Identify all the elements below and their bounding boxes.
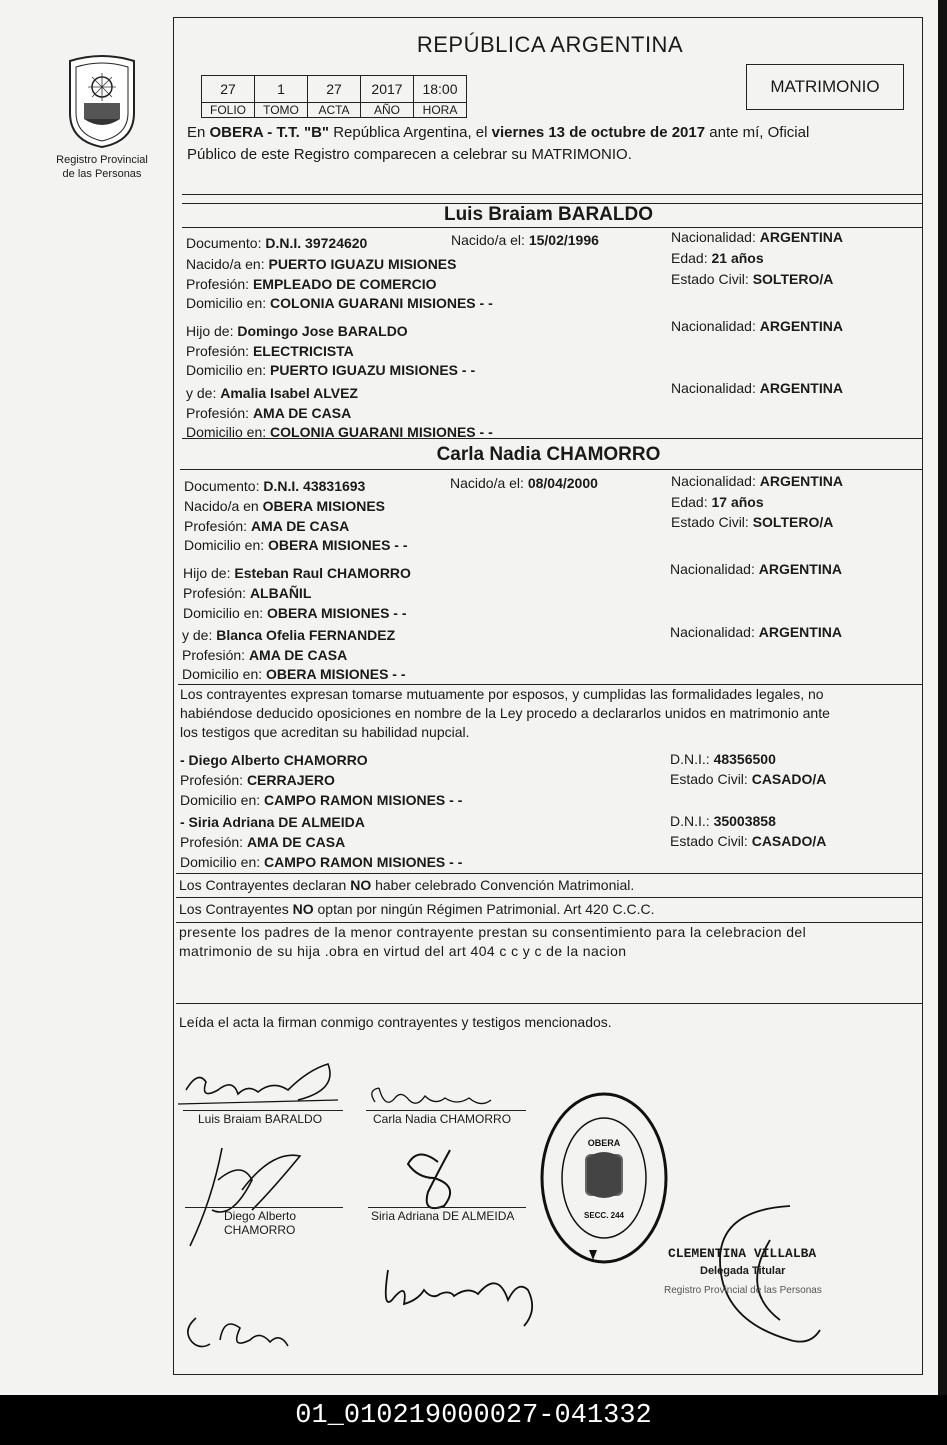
label: Profesión: — [180, 772, 247, 788]
declaration-line-3: los testigos que acreditan su habilidad nupcial. — [180, 724, 470, 740]
divider — [178, 684, 923, 685]
bride-age-value: 17 años — [711, 494, 764, 510]
label: Profesión: — [180, 834, 247, 850]
label: Estado Civil: — [670, 833, 752, 849]
label: D.N.I.: — [670, 751, 714, 767]
closing-text: Leída el acta la firman conmigo contrayentes y testigos mencionados. — [179, 1014, 612, 1030]
label: Domicilio en: — [182, 666, 267, 682]
label: Profesión: — [186, 343, 253, 359]
groom-nationality — [671, 229, 843, 246]
bride-address-value: OBERA MISIONES - - — [268, 537, 408, 553]
groom-civil-value: SOLTERO/A — [752, 271, 834, 287]
note-line-1: presente los padres de la menor contrayente prestan su consentimiento para la celebracion del — [179, 924, 807, 940]
bride-doc-value: D.N.I. 43831693 — [263, 478, 366, 494]
value: 35003858 — [713, 813, 776, 829]
bride-mother — [182, 627, 395, 644]
official-name: CLEMENTINA VILLALBA — [668, 1246, 817, 1261]
bride-profession-value: AMA DE CASA — [250, 518, 350, 534]
tomo-value: 1 — [255, 76, 308, 103]
label: Profesión: — [186, 405, 253, 421]
signature-caption-witness-2: Siria Adriana DE ALMEIDA — [371, 1209, 515, 1223]
svg-text:OBERA: OBERA — [587, 1138, 621, 1148]
groom-father-value: Domingo Jose BARALDO — [237, 323, 408, 339]
bride-mother-profession — [182, 647, 347, 664]
divider — [182, 227, 923, 228]
divider — [182, 438, 923, 439]
label: Nacionalidad: — [670, 561, 759, 577]
value: ALBAÑIL — [249, 585, 312, 601]
groom-born-on — [451, 232, 599, 249]
value: OBERA MISIONES - - — [266, 666, 406, 682]
bride-nationality-value: ARGENTINA — [759, 473, 843, 489]
label: Edad: — [671, 250, 712, 266]
folio-label: FOLIO — [202, 103, 255, 118]
witness-1-civil — [670, 771, 826, 788]
label: Nacido/a en: — [186, 256, 269, 272]
groom-birthplace — [186, 256, 456, 273]
convention-line-1 — [179, 877, 634, 894]
bride-mother-address — [182, 666, 406, 683]
signature-caption-witness-1-line1: Diego Alberto — [224, 1209, 297, 1223]
label: Edad: — [671, 494, 712, 510]
divider — [176, 897, 923, 898]
bride-father-address — [183, 605, 407, 622]
signature-line — [366, 1110, 526, 1111]
bride-born-on — [450, 475, 598, 492]
official-org: Registro Provincial de las Personas — [664, 1285, 822, 1296]
groom-address-value: COLONIA GUARANI MISIONES - - — [270, 295, 493, 311]
label: Estado Civil: — [670, 771, 752, 787]
bride-document — [184, 478, 365, 495]
acta-label: ACTA — [308, 103, 361, 118]
groom-mother-nationality — [671, 380, 843, 397]
value: COLONIA GUARANI MISIONES - - — [270, 424, 493, 440]
witness-2-dni — [670, 813, 776, 830]
seal-caption — [40, 153, 164, 181]
page-title: REPÚBLICA ARGENTINA — [416, 32, 684, 57]
groom-doc-value: D.N.I. 39724620 — [265, 235, 368, 251]
value: - Siria Adriana DE ALMEIDA — [180, 814, 365, 830]
witness-2-address — [180, 854, 462, 871]
label: Hijo de: — [183, 565, 235, 581]
value: CASADO/A — [751, 771, 827, 787]
value: ARGENTINA — [759, 380, 843, 396]
label: Domicilio en: — [186, 424, 271, 440]
text: Los Contrayentes declaran — [179, 877, 351, 893]
label: Nacionalidad: — [671, 473, 760, 489]
groom-last-name: BARALDO — [558, 204, 654, 225]
witness-1-profession — [180, 772, 335, 789]
label: D.N.I.: — [670, 813, 714, 829]
label: Profesión: — [186, 276, 253, 292]
text: NO — [292, 901, 314, 917]
record-number-table — [201, 75, 467, 118]
declaration-line-2: habiéndose deducido oposiciones en nombre de la Ley procedo a declararlos unidos en matrimonio ante — [180, 705, 830, 721]
signature-line — [368, 1207, 526, 1208]
witness-2-profession — [180, 834, 345, 851]
bride-profession — [184, 518, 349, 535]
label: Nacionalidad: — [671, 229, 760, 245]
label: Nacionalidad: — [670, 624, 759, 640]
label: Domicilio en: — [180, 792, 265, 808]
label: Domicilio en: — [180, 854, 265, 870]
folio-value: 27 — [202, 76, 255, 103]
witness-1-name — [180, 752, 368, 769]
groom-birthplace-value: PUERTO IGUAZU MISIONES — [268, 256, 457, 272]
value: ARGENTINA — [758, 624, 842, 640]
label: Nacido/a en — [184, 498, 263, 514]
label: Nacido/a el: — [451, 232, 529, 248]
divider — [176, 1003, 923, 1004]
value: OBERA MISIONES - - — [267, 605, 407, 621]
intro-text: En — [187, 124, 210, 141]
value: ARGENTINA — [759, 318, 843, 334]
intro-text: ante mí, Oficial — [705, 124, 810, 141]
seal-caption-line1: Registro Provincial — [56, 154, 148, 166]
label: Nacionalidad: — [671, 380, 760, 396]
label: Documento: — [186, 235, 266, 251]
groom-civil-status — [671, 271, 833, 288]
intro-text: República Argentina, el — [329, 124, 492, 141]
divider — [182, 194, 923, 195]
witness-2-name — [180, 814, 365, 831]
bride-last-name: CHAMORRO — [546, 444, 661, 465]
witness-1-address — [180, 792, 462, 809]
label: y de: — [186, 385, 221, 401]
svg-text:SECC. 244: SECC. 244 — [583, 1211, 625, 1220]
value: - Diego Alberto CHAMORRO — [180, 752, 368, 768]
groom-document — [186, 235, 367, 252]
value: AMA DE CASA — [246, 834, 346, 850]
bride-age — [671, 494, 764, 511]
certificate-type-box: MATRIMONIO — [746, 64, 904, 110]
signature-line — [183, 1110, 343, 1111]
label: Domicilio en: — [184, 537, 269, 553]
signature-caption-bride: Carla Nadia CHAMORRO — [373, 1112, 512, 1126]
groom-mother — [186, 385, 358, 402]
groom-nationality-value: ARGENTINA — [759, 229, 843, 245]
bride-address — [184, 537, 408, 554]
bride-father — [183, 565, 411, 582]
signature-parent-1 — [378, 1260, 558, 1332]
value: CAMPO RAMON MISIONES - - — [264, 854, 463, 870]
tomo-label: TOMO — [255, 103, 308, 118]
official-role: Delegada Titular — [700, 1265, 786, 1277]
groom-father — [186, 323, 408, 340]
document-id-footer: 01_010219000027-041332 — [0, 1395, 947, 1445]
bride-birthplace-value: OBERA MISIONES — [262, 498, 385, 514]
label: Profesión: — [183, 585, 250, 601]
page-edge-shadow — [938, 0, 947, 1395]
bride-nationality — [671, 473, 843, 490]
declaration-line-1: Los contrayentes expresan tomarse mutuamente por esposos, y cumplidas las formalidades legales, no — [180, 686, 824, 702]
text: NO — [350, 877, 372, 893]
groom-born-on-value: 15/02/1996 — [528, 232, 599, 248]
value: CAMPO RAMON MISIONES - - — [264, 792, 463, 808]
value: PUERTO IGUAZU MISIONES - - — [270, 362, 476, 378]
value: CERRAJERO — [246, 772, 335, 788]
intro-line-2: Público de este Registro comparecen a celebrar su MATRIMONIO. — [187, 146, 632, 163]
intro-place: OBERA - T.T. "B" — [209, 124, 330, 141]
bride-mother-nationality — [670, 624, 842, 641]
groom-profession — [186, 276, 437, 293]
groom-name — [175, 204, 922, 226]
label: Domicilio en: — [186, 362, 271, 378]
value: ELECTRICISTA — [252, 343, 354, 359]
convention-line-2 — [179, 901, 654, 918]
value: 48356500 — [713, 751, 776, 767]
registry-stamp — [537, 1088, 671, 1268]
intro-line-1 — [187, 124, 809, 141]
label: Estado Civil: — [671, 271, 753, 287]
witness-2-civil — [670, 833, 826, 850]
witness-1-dni — [670, 751, 776, 768]
note-line-2: matrimonio de su hija .obra en virtud del art 404 c c y c de la nacion — [179, 943, 627, 959]
groom-father-address — [186, 362, 475, 379]
text: optan por ningún Régimen Patrimonial. Art 420 C.C.C. — [313, 901, 655, 917]
groom-father-profession — [186, 343, 354, 360]
signature-groom — [178, 1060, 348, 1116]
groom-age-value: 21 años — [711, 250, 764, 266]
value: ARGENTINA — [758, 561, 842, 577]
label: Domicilio en: — [183, 605, 268, 621]
bride-father-value: Esteban Raul CHAMORRO — [234, 565, 411, 581]
province-seal — [62, 53, 142, 149]
signature-caption-witness-1-line2: CHAMORRO — [224, 1223, 296, 1237]
groom-mother-value: Amalia Isabel ALVEZ — [220, 385, 358, 401]
signature-line — [185, 1207, 343, 1208]
bride-father-profession — [183, 585, 311, 602]
year-label: AÑO — [361, 103, 414, 118]
groom-age — [671, 250, 764, 267]
signature-witness-2 — [398, 1142, 468, 1214]
value: AMA DE CASA — [252, 405, 352, 421]
groom-profession-value: EMPLEADO DE COMERCIO — [252, 276, 437, 292]
bride-father-nationality — [670, 561, 842, 578]
label: Profesión: — [182, 647, 249, 663]
groom-father-nationality — [671, 318, 843, 335]
label: Estado Civil: — [671, 514, 753, 530]
text: Los Contrayentes — [179, 901, 293, 917]
label: Nacido/a el: — [450, 475, 528, 491]
divider — [176, 873, 923, 874]
province-seal-icon — [62, 53, 142, 149]
bride-name — [175, 444, 922, 466]
text: haber celebrado Convención Matrimonial. — [371, 877, 635, 893]
value: CASADO/A — [751, 833, 827, 849]
divider — [180, 469, 923, 470]
label: Hijo de: — [186, 323, 238, 339]
bride-born-on-value: 08/04/2000 — [527, 475, 598, 491]
seal-caption-line2: de las Personas — [62, 168, 142, 180]
groom-mother-profession — [186, 405, 351, 422]
label: Documento: — [184, 478, 264, 494]
label: Profesión: — [184, 518, 251, 534]
bride-mother-value: Blanca Ofelia FERNANDEZ — [216, 627, 396, 643]
hour-value: 18:00 — [414, 76, 467, 103]
groom-first-name: Luis Braiam — [443, 204, 559, 225]
bride-civil-value: SOLTERO/A — [752, 514, 834, 530]
label: Domicilio en: — [186, 295, 271, 311]
signature-parent-2 — [180, 1310, 296, 1360]
bride-birthplace — [184, 498, 385, 515]
hour-label: HORA — [414, 103, 467, 118]
signature-caption-groom: Luis Braiam BARALDO — [198, 1112, 323, 1126]
bride-civil-status — [671, 514, 833, 531]
signature-bride — [365, 1080, 505, 1114]
label: Nacionalidad: — [671, 318, 760, 334]
value: AMA DE CASA — [248, 647, 348, 663]
divider — [176, 922, 923, 923]
groom-address — [186, 295, 493, 312]
year-value: 2017 — [361, 76, 414, 103]
acta-value: 27 — [308, 76, 361, 103]
intro-date: viernes 13 de octubre de 2017 — [491, 124, 706, 141]
label: y de: — [182, 627, 217, 643]
bride-first-name: Carla Nadia — [436, 444, 547, 465]
